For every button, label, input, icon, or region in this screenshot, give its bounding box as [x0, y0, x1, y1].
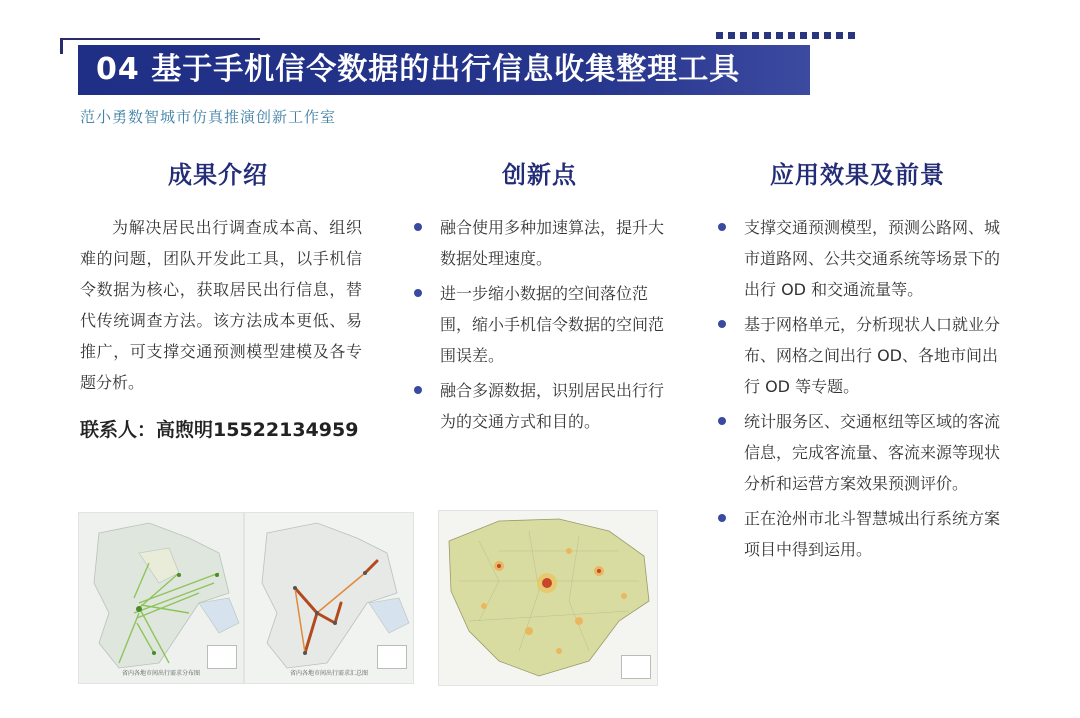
map-legend: [621, 655, 651, 679]
map-legend: [377, 645, 407, 669]
list-item: 基于网格单元，分析现状人口就业分布、网格之间出行 OD、各地市间出行 OD 等专题。: [718, 309, 1008, 402]
application-list: [718, 212, 1008, 569]
list-item: 进一步缩小数据的空间落位范围，缩小手机信令数据的空间范围误差。: [414, 278, 668, 371]
bullet-icon: [718, 320, 726, 328]
demand-summary-map: [244, 512, 414, 684]
contact-info: 联系人：高煦明15522134959: [80, 419, 359, 441]
list-item: 支撑交通预测模型，预测公路网、城市道路网、公共交通系统等场景下的出行 OD 和交通流量等。: [718, 212, 1008, 305]
header-dots: [716, 32, 855, 39]
page-title: 04 基于手机信令数据的出行信息收集整理工具: [78, 45, 810, 95]
bullet-icon: [718, 514, 726, 522]
map-legend: [207, 645, 237, 669]
bullet-icon: [414, 289, 422, 297]
innovation-heading: 创新点: [502, 161, 577, 189]
corner-decoration-top: [60, 38, 260, 40]
list-item: 融合多源数据，识别居民出行行为的交通方式和目的。: [414, 375, 668, 437]
bullet-icon: [414, 223, 422, 231]
bullet-icon: [718, 223, 726, 231]
intro-body: 为解决居民出行调查成本高、组织难的问题，团队开发此工具，以手机信令数据为核心，获取居民出行信息，替代传统调查方法。该方法成本更低、易推广，可支撑交通预测模型建模及各专题分析。: [80, 218, 362, 392]
corner-decoration: [60, 38, 63, 54]
studio-subtitle: 范小勇数智城市仿真推演创新工作室: [80, 108, 337, 126]
innovation-list: [414, 212, 668, 441]
bullet-icon: [414, 386, 422, 394]
intro-heading: 成果介绍: [168, 161, 268, 189]
application-heading: 应用效果及前景: [770, 161, 945, 189]
population-heatmap: [438, 510, 658, 686]
bullet-icon: [718, 417, 726, 425]
list-item: 统计服务区、交通枢纽等区域的客流信息，完成客流量、客流来源等现状分析和运营方案效果预测评价。: [718, 406, 1008, 499]
demand-distribution-map: [78, 512, 244, 684]
list-item: 正在沧州市北斗智慧城出行系统方案项目中得到运用。: [718, 503, 1008, 565]
map-caption: 省内各地市间出行需求汇总图: [289, 670, 368, 677]
map-caption: 省内各地市间出行需求分布图: [121, 670, 200, 677]
list-item: 融合使用多种加速算法，提升大数据处理速度。: [414, 212, 668, 274]
